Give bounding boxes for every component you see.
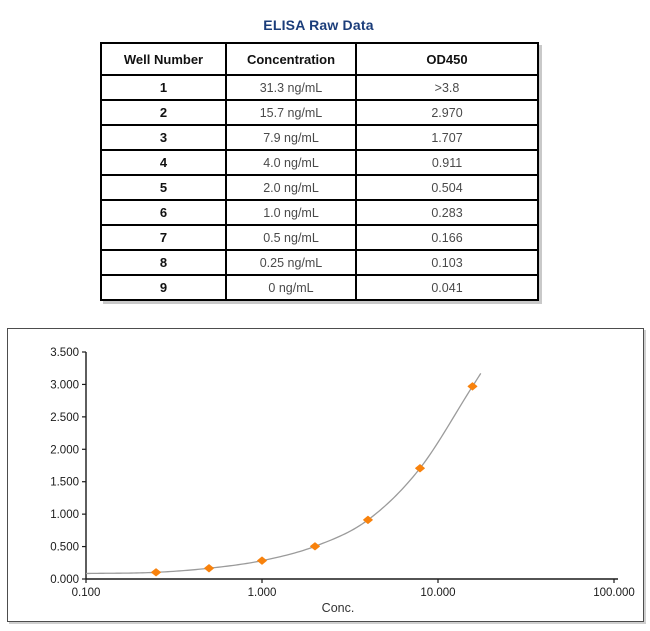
cell-od450: 0.041: [356, 275, 538, 300]
cell-od450: 1.707: [356, 125, 538, 150]
y-tick-label: 2.500: [50, 411, 79, 424]
table-row: [101, 100, 538, 125]
data-point-marker: [416, 465, 425, 472]
cell-od450: 0.166: [356, 225, 538, 250]
cell-well: 5: [101, 175, 226, 200]
data-point-marker: [468, 383, 477, 390]
x-tick-label: 10.000: [420, 587, 456, 599]
cell-od450: 0.911: [356, 150, 538, 175]
elisa-data-table: [100, 42, 539, 301]
y-tick-label: 3.000: [50, 379, 79, 392]
table-title: ELISA Raw Data: [263, 17, 374, 33]
x-axis-label: Conc.: [321, 601, 355, 615]
table-row: [101, 250, 538, 275]
standard-curve-plot: [8, 329, 643, 621]
cell-well: 3: [101, 125, 226, 150]
cell-concentration: 4.0 ng/mL: [226, 150, 356, 175]
cell-concentration: 0 ng/mL: [226, 275, 356, 300]
table-header-row: [101, 43, 538, 75]
cell-concentration: 1.0 ng/mL: [226, 200, 356, 225]
y-tick-label: 1.500: [50, 476, 79, 489]
col-header-concentration: Concentration: [226, 43, 356, 75]
cell-od450: 0.103: [356, 250, 538, 275]
table-row: [101, 150, 538, 175]
data-point-marker: [205, 565, 214, 572]
table-row: [101, 125, 538, 150]
cell-well: 2: [101, 100, 226, 125]
cell-concentration: 2.0 ng/mL: [226, 175, 356, 200]
y-tick-label: 0.500: [50, 541, 79, 554]
table-row: [101, 225, 538, 250]
x-tick-label: 1.000: [247, 587, 277, 599]
cell-od450: >3.8: [356, 75, 538, 100]
cell-well: 1: [101, 75, 226, 100]
table-row: [101, 175, 538, 200]
x-tick-label: 0.100: [71, 587, 101, 599]
y-tick-label: 2.000: [50, 444, 79, 457]
cell-well: 4: [101, 150, 226, 175]
table-row: [101, 75, 538, 100]
x-tick-label: 100.000: [593, 587, 635, 599]
data-point-marker: [311, 543, 320, 550]
cell-od450: 0.504: [356, 175, 538, 200]
data-point-marker: [258, 557, 267, 564]
fit-curve: [86, 373, 481, 573]
cell-od450: 0.283: [356, 200, 538, 225]
cell-well: 8: [101, 250, 226, 275]
cell-concentration: 15.7 ng/mL: [226, 100, 356, 125]
standard-curve-chart: [7, 328, 644, 622]
col-header-od450: OD450: [356, 43, 538, 75]
y-tick-label: 3.500: [50, 347, 79, 359]
cell-concentration: 0.25 ng/mL: [226, 250, 356, 275]
axes: [86, 352, 618, 579]
cell-concentration: 31.3 ng/mL: [226, 75, 356, 100]
cell-od450: 2.970: [356, 100, 538, 125]
y-tick-label: 0.000: [50, 574, 79, 586]
table-row: [101, 275, 538, 300]
table-row: [101, 200, 538, 225]
data-point-marker: [152, 569, 161, 576]
y-axis-ticks: [50, 347, 86, 586]
data-points: [152, 383, 477, 576]
cell-well: 7: [101, 225, 226, 250]
cell-well: 6: [101, 200, 226, 225]
cell-concentration: 0.5 ng/mL: [226, 225, 356, 250]
col-header-well-number: Well Number: [101, 43, 226, 75]
cell-concentration: 7.9 ng/mL: [226, 125, 356, 150]
y-tick-label: 1.000: [50, 509, 79, 522]
cell-well: 9: [101, 275, 226, 300]
x-axis-ticks: [72, 579, 635, 599]
